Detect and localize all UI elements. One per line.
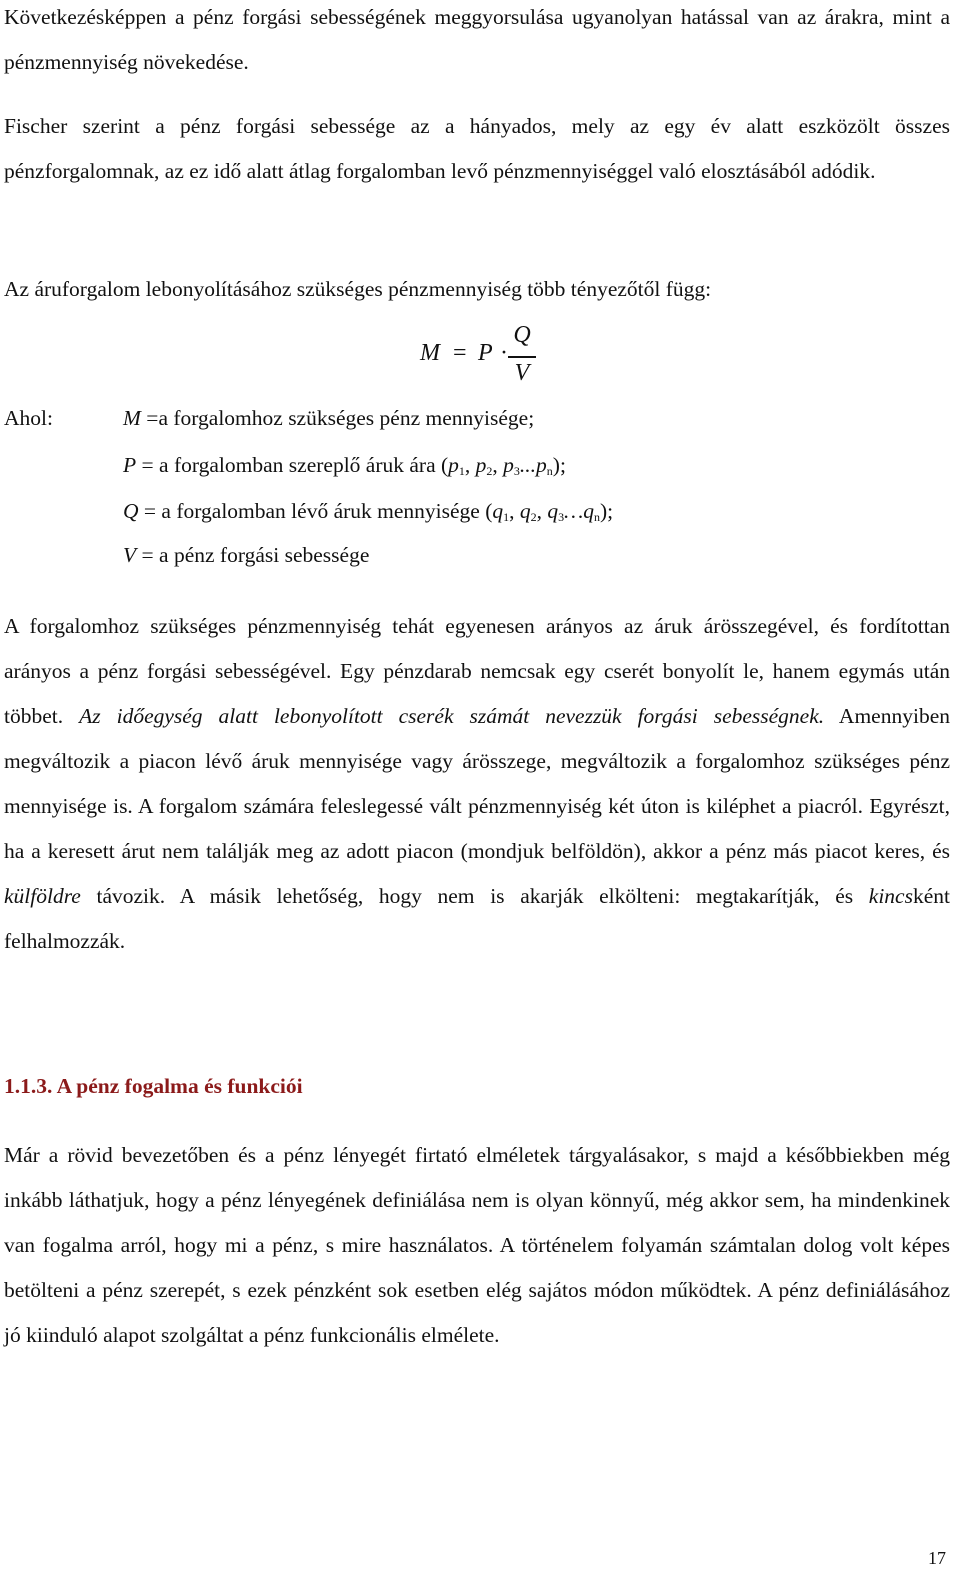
def-m-eq: = xyxy=(140,406,159,430)
formula-equals: = xyxy=(453,340,467,366)
paragraph-velocity-effect: Következésképpen a pénz forgási sebességének meggyorsulása ugyanolyan hatással van az árakra, mint a pénzmennyiség növekedése. xyxy=(4,5,950,74)
fraction-bar xyxy=(508,356,536,358)
def-p-sn: n xyxy=(546,464,553,478)
def-p-text: a forgalomban szereplő áruk ára ( xyxy=(159,453,449,477)
def-q-s1: 1 xyxy=(503,510,510,524)
def-p-var: P xyxy=(123,453,137,477)
def-v-var: V xyxy=(123,543,137,567)
def-q-v2: q xyxy=(519,499,531,523)
p4-part-c: távozik. A másik lehetőség, hogy nem is akarják elkölteni: megtakarítják, és xyxy=(80,884,869,908)
p4-italic-treasure: kincs xyxy=(868,884,913,908)
p4-part-b: Amennyiben megváltozik a piacon lévő áruk mennyisége vagy árösszege, megváltozik a forgalomhoz szükséges pénz mennyisége is. A forgalom számára feleslegessé vált pénzmennyiség két úton is kiléphet a piacról. Egyrészt, ha a keresett árut nem találják meg az adott piacon (mondjuk belföldön), akkor a pénz más piacot keres, és xyxy=(4,704,950,863)
def-q-sn: n xyxy=(594,510,600,524)
def-v-text: a pénz forgási sebessége xyxy=(159,543,370,567)
def-m-text: a forgalomhoz szükséges pénz mennyisége; xyxy=(158,406,535,430)
def-q-s3: 3 xyxy=(558,510,565,524)
paragraph-fischer: Fischer szerint a pénz forgási sebessége az a hányados, mely az egy év alatt eszközölt összes pénzforgalomnak, az ez idő alatt átlag forgalomban levő pénzmennyiséggel való elosztásából adódik. xyxy=(4,114,950,183)
def-p-s2: 2 xyxy=(486,464,493,478)
definition-v xyxy=(123,540,369,570)
formula-dot: · xyxy=(500,340,508,366)
definition-q: Q = a forgalomban lévő áruk mennyisége ($q_1$, $q_2$, $q_3\dots q_n$); xyxy=(123,499,614,524)
formula-numerator: Q xyxy=(513,322,531,348)
def-q-v1: q xyxy=(492,499,504,523)
section-heading: 1.1.3. A pénz fogalma és funkciói xyxy=(4,1074,303,1098)
formula-m: M xyxy=(420,340,440,366)
def-p-v3: p xyxy=(503,453,514,477)
def-p-eq: = xyxy=(136,453,160,477)
def-v-eq: = xyxy=(136,543,160,567)
definition-m xyxy=(123,403,534,433)
def-p-v1: p xyxy=(448,453,459,477)
def-p-dots: ... xyxy=(519,453,537,477)
def-p-vn: p xyxy=(536,453,547,477)
def-q-v3: q xyxy=(547,499,559,523)
definition-p: P = a forgalomban szereplő áruk ára ($p_1$, $p_2$, $p_3...p_n$); xyxy=(123,453,566,478)
paragraph-factors-intro: Az áruforgalom lebonyolításához szükséges pénzmennyiség több tényezőtől függ: xyxy=(4,277,712,301)
paragraph-money-demand xyxy=(4,604,950,964)
def-p-close: ); xyxy=(552,453,566,477)
def-q-var: Q xyxy=(123,499,139,523)
formula-p: P xyxy=(478,340,493,366)
def-q-text: a forgalomban lévő áruk mennyisége ( xyxy=(161,499,493,523)
p4-part-a: A forgalomhoz szükséges pénzmennyiség tehát egyenesen arányos az áruk árösszegével, és fordítottan arányos a pénz forgási sebességével. Egy pénzdarab nemcsak egy cserét bonyolít le, hanem egymás után többet. xyxy=(4,614,950,728)
p4-italic-definition: Az időegység alatt lebonyolított cserék számát nevezzük forgási sebességnek. xyxy=(79,704,825,728)
def-q-close: ); xyxy=(600,499,614,523)
money-demand-formula xyxy=(420,322,550,394)
p4-italic-abroad: külföldre xyxy=(4,884,81,908)
def-q-s2: 2 xyxy=(530,510,537,524)
paragraph-money-concept: Már a rövid bevezetőben és a pénz lényegét firtató elméletek tárgyalásakor, s majd a későbbiekben még inkább láthatjuk, hogy a pénz lényegének definiálása nem is olyan könnyű, még akkor sem, ha mindenkinek van fogalma arról, hogy mi a pénz, s mire használatos. A történelem folyamán számtalan dolog volt képes betölteni a pénz szerepét, s ezek pénzként sok esetben elég sajátos módon működtek. A pénz definiálásához jó kiinduló alapot szolgáltat a pénz funkcionális elmélete. xyxy=(4,1143,950,1347)
def-p-v2: p xyxy=(475,453,487,477)
def-m-var: M xyxy=(123,406,141,430)
p4-part-d: ként felhalmozzák. xyxy=(4,884,950,953)
formula-denominator: V xyxy=(514,360,530,386)
def-q-vn: q xyxy=(583,499,594,523)
definitions-label: Ahol: xyxy=(4,406,53,430)
def-p-s1: 1 xyxy=(458,464,465,478)
def-q-eq: = xyxy=(138,499,162,523)
def-p-s3: 3 xyxy=(513,464,520,478)
def-q-dots: … xyxy=(564,499,584,523)
page-number: 17 xyxy=(928,1548,946,1568)
